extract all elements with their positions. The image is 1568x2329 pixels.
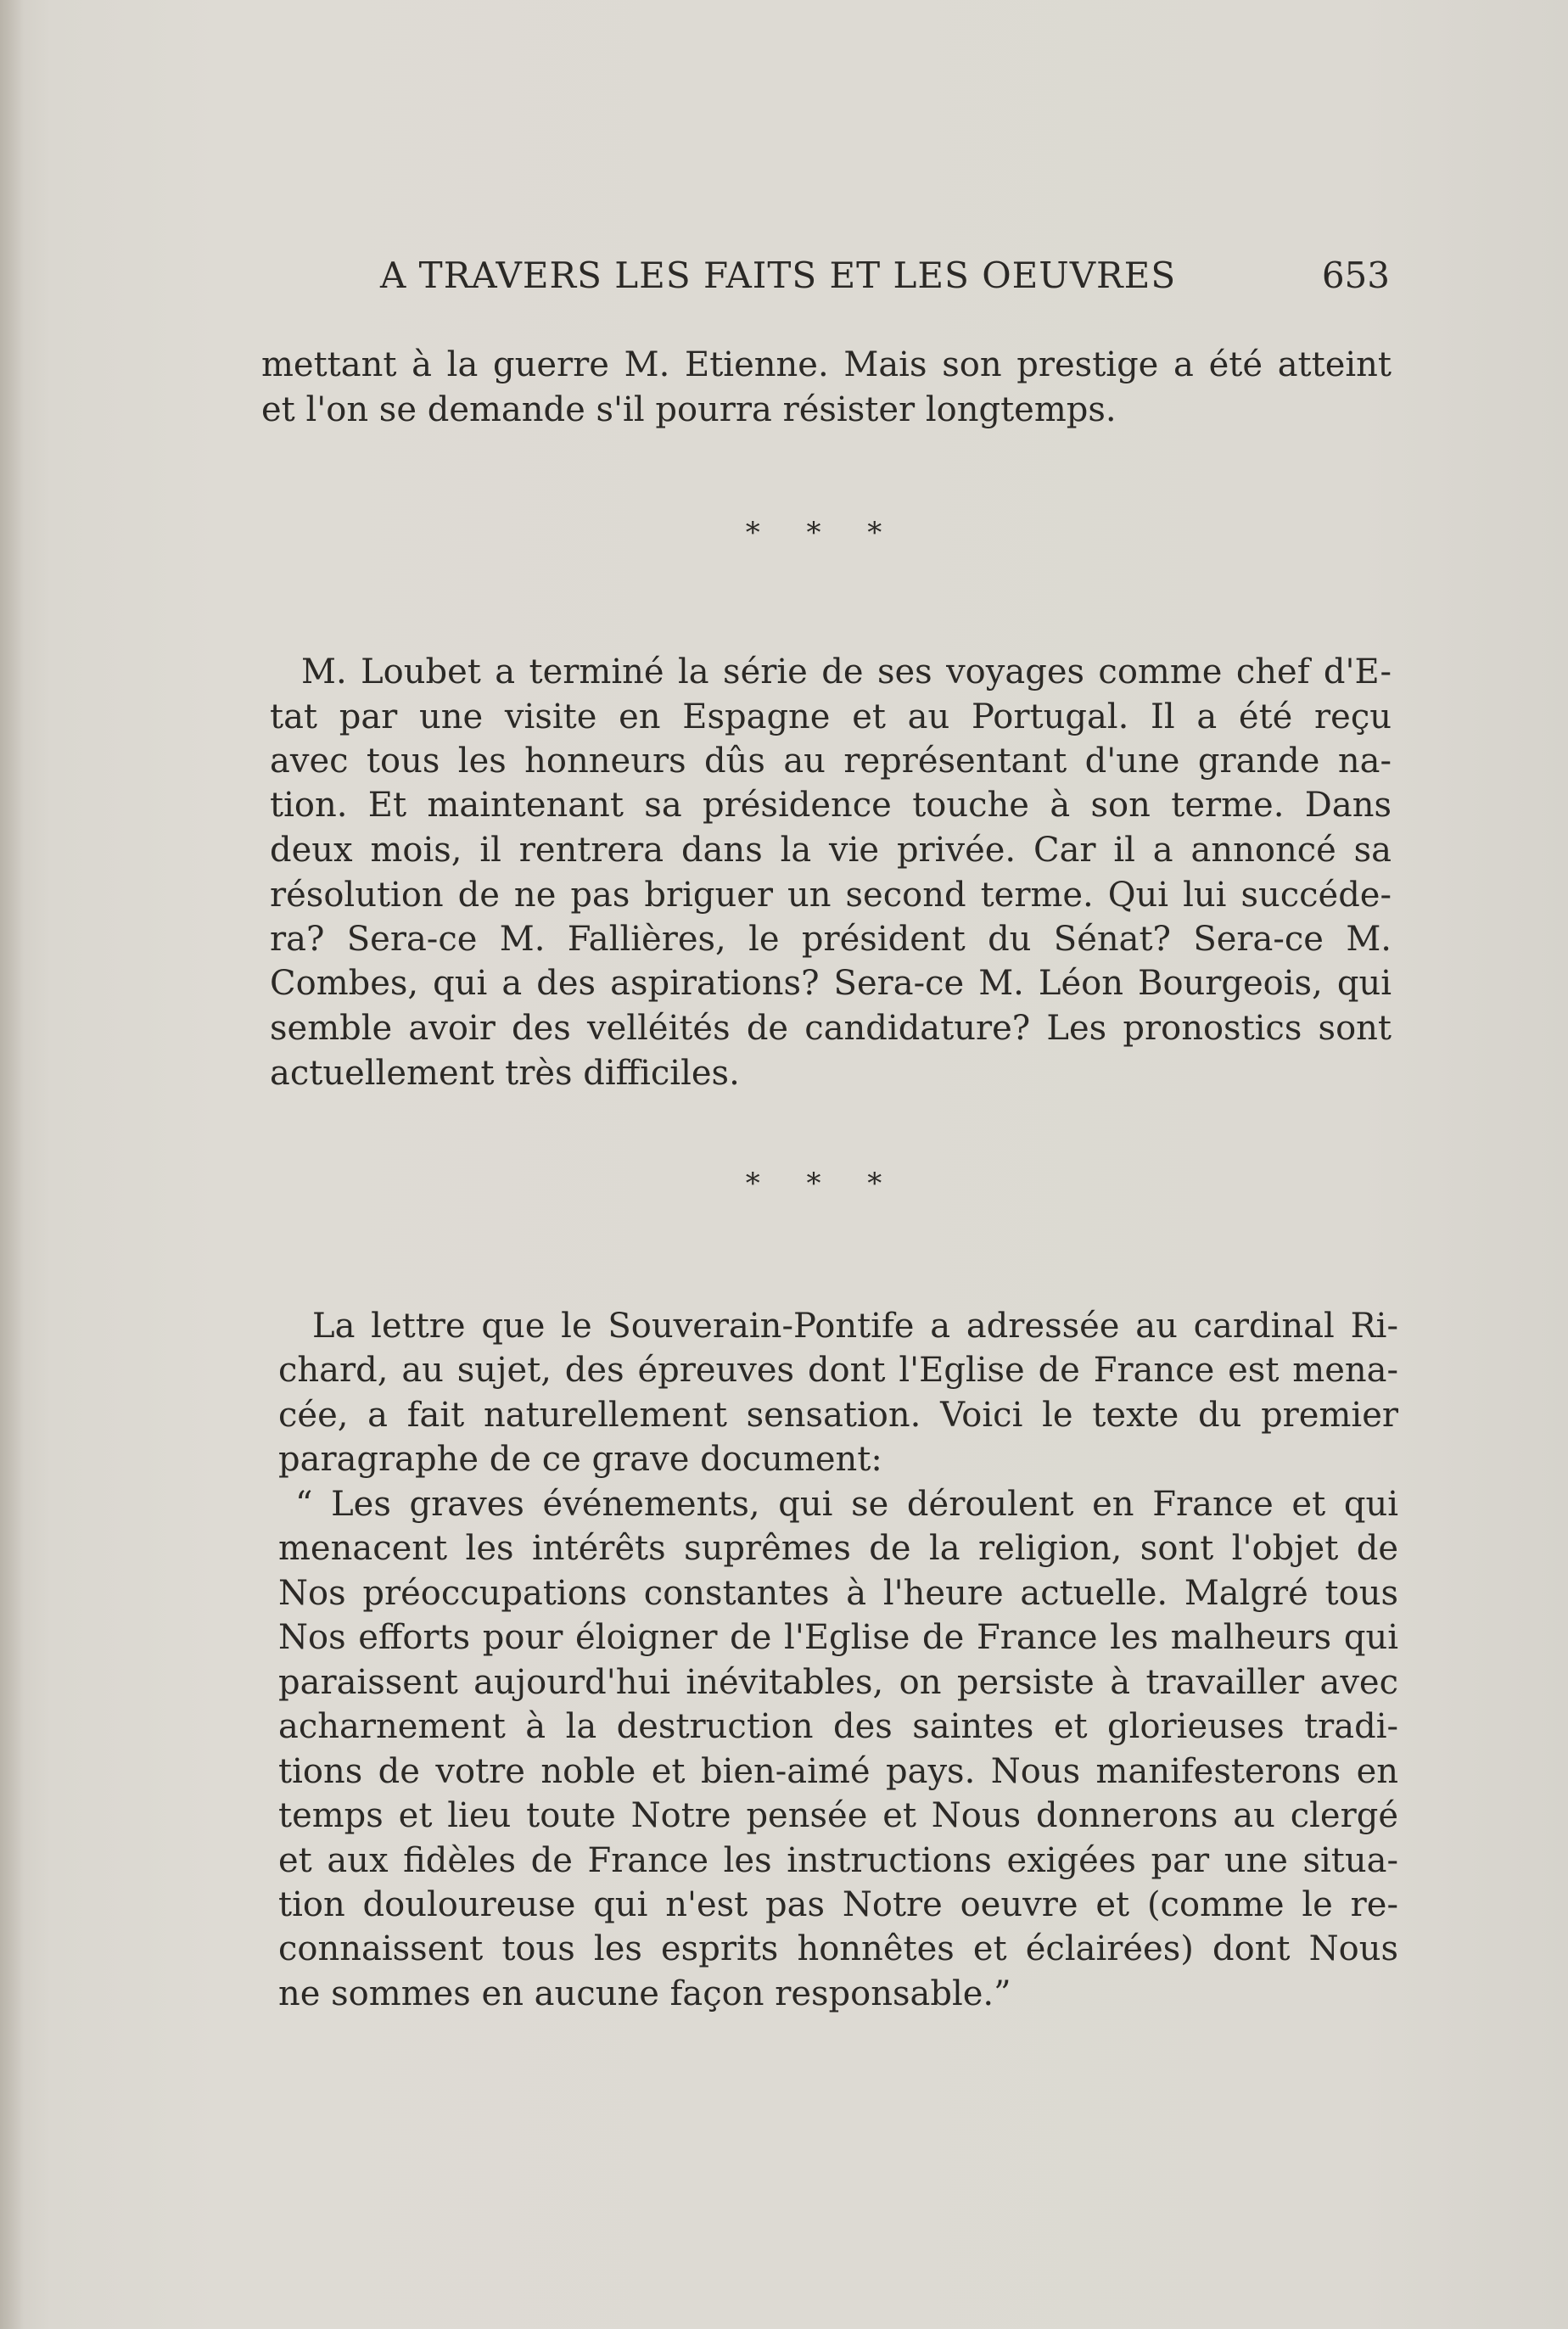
text-line: deux mois, il rentrera dans la vie privée. Car il a annoncé sa: [270, 831, 1392, 870]
text-line: tion. Et maintenant sa présidence touche à son terme. Dans: [270, 786, 1392, 825]
quote-line: paraissent aujourd'hui inévitables, on persiste à travailler avec: [278, 1663, 1398, 1702]
text-line: ra? Sera-ce M. Fallières, le président du Sénat? Sera-ce M.: [270, 920, 1392, 959]
text-line: et l'on se demande s'il pourra résister longtemps.: [261, 390, 1117, 429]
text-line: semble avoir des velléités de candidature? Les pronostics sont: [270, 1009, 1392, 1048]
text-line: actuellement très difficiles.: [270, 1054, 740, 1093]
quote-line: tion douloureuse qui n'est pas Notre oeuvre et (comme le re-: [278, 1885, 1398, 1924]
running-title: A TRAVERS LES FAITS ET LES OEUVRES: [380, 255, 1177, 296]
text-line: résolution de ne pas briguer un second terme. Qui lui succéde-: [270, 876, 1392, 915]
text-line: M. Loubet a terminé la série de ses voyages comme chef d'E-: [301, 652, 1392, 691]
text-line: cée, a fait naturellement sensation. Voici le texte du premier: [278, 1396, 1398, 1435]
text-line: Combes, qui a des aspirations? Sera-ce M. Léon Bourgeois, qui: [270, 964, 1392, 1003]
quote-line: menacent les intérêts suprêmes de la religion, sont l'objet de: [278, 1529, 1398, 1568]
quote-line: Nos efforts pour éloigner de l'Eglise de France les malheurs qui: [278, 1618, 1398, 1657]
quote-line: ne sommes en aucune façon responsable.”: [278, 1974, 1011, 2013]
quote-line: acharnement à la destruction des saintes et glorieuses tradi-: [278, 1707, 1398, 1746]
text-line: avec tous les honneurs dûs au représentant d'une grande na-: [270, 742, 1392, 781]
quote-line: temps et lieu toute Notre pensée et Nous donnerons au clergé: [278, 1796, 1398, 1835]
quote-line: Nos préoccupations constantes à l'heure actuelle. Malgré tous: [278, 1574, 1398, 1613]
quote-line: tions de votre noble et bien-aimé pays. Nous manifesterons en: [278, 1752, 1398, 1791]
quote-line: connaissent tous les esprits honnêtes et éclairées) dont Nous: [278, 1929, 1398, 1968]
page-number: 653: [1321, 255, 1390, 296]
page-header: [380, 255, 1390, 305]
section-separator: * * *: [745, 516, 901, 550]
section-separator: * * *: [745, 1167, 901, 1201]
text-line: tat par une visite en Espagne et au Portugal. Il a été reçu: [270, 697, 1392, 736]
text-line: mettant à la guerre M. Etienne. Mais son prestige a été atteint: [261, 345, 1392, 384]
text-line: paragraphe de ce grave document:: [278, 1440, 882, 1479]
quote-line: et aux fidèles de France les instructions exigées par une situa-: [278, 1841, 1398, 1880]
text-line: chard, au sujet, des épreuves dont l'Eglise de France est mena-: [278, 1351, 1398, 1390]
quote-line: “ Les graves événements, qui se déroulent en France et qui: [295, 1485, 1398, 1524]
text-line: La lettre que le Souverain-Pontife a adressée au cardinal Ri-: [312, 1307, 1398, 1346]
